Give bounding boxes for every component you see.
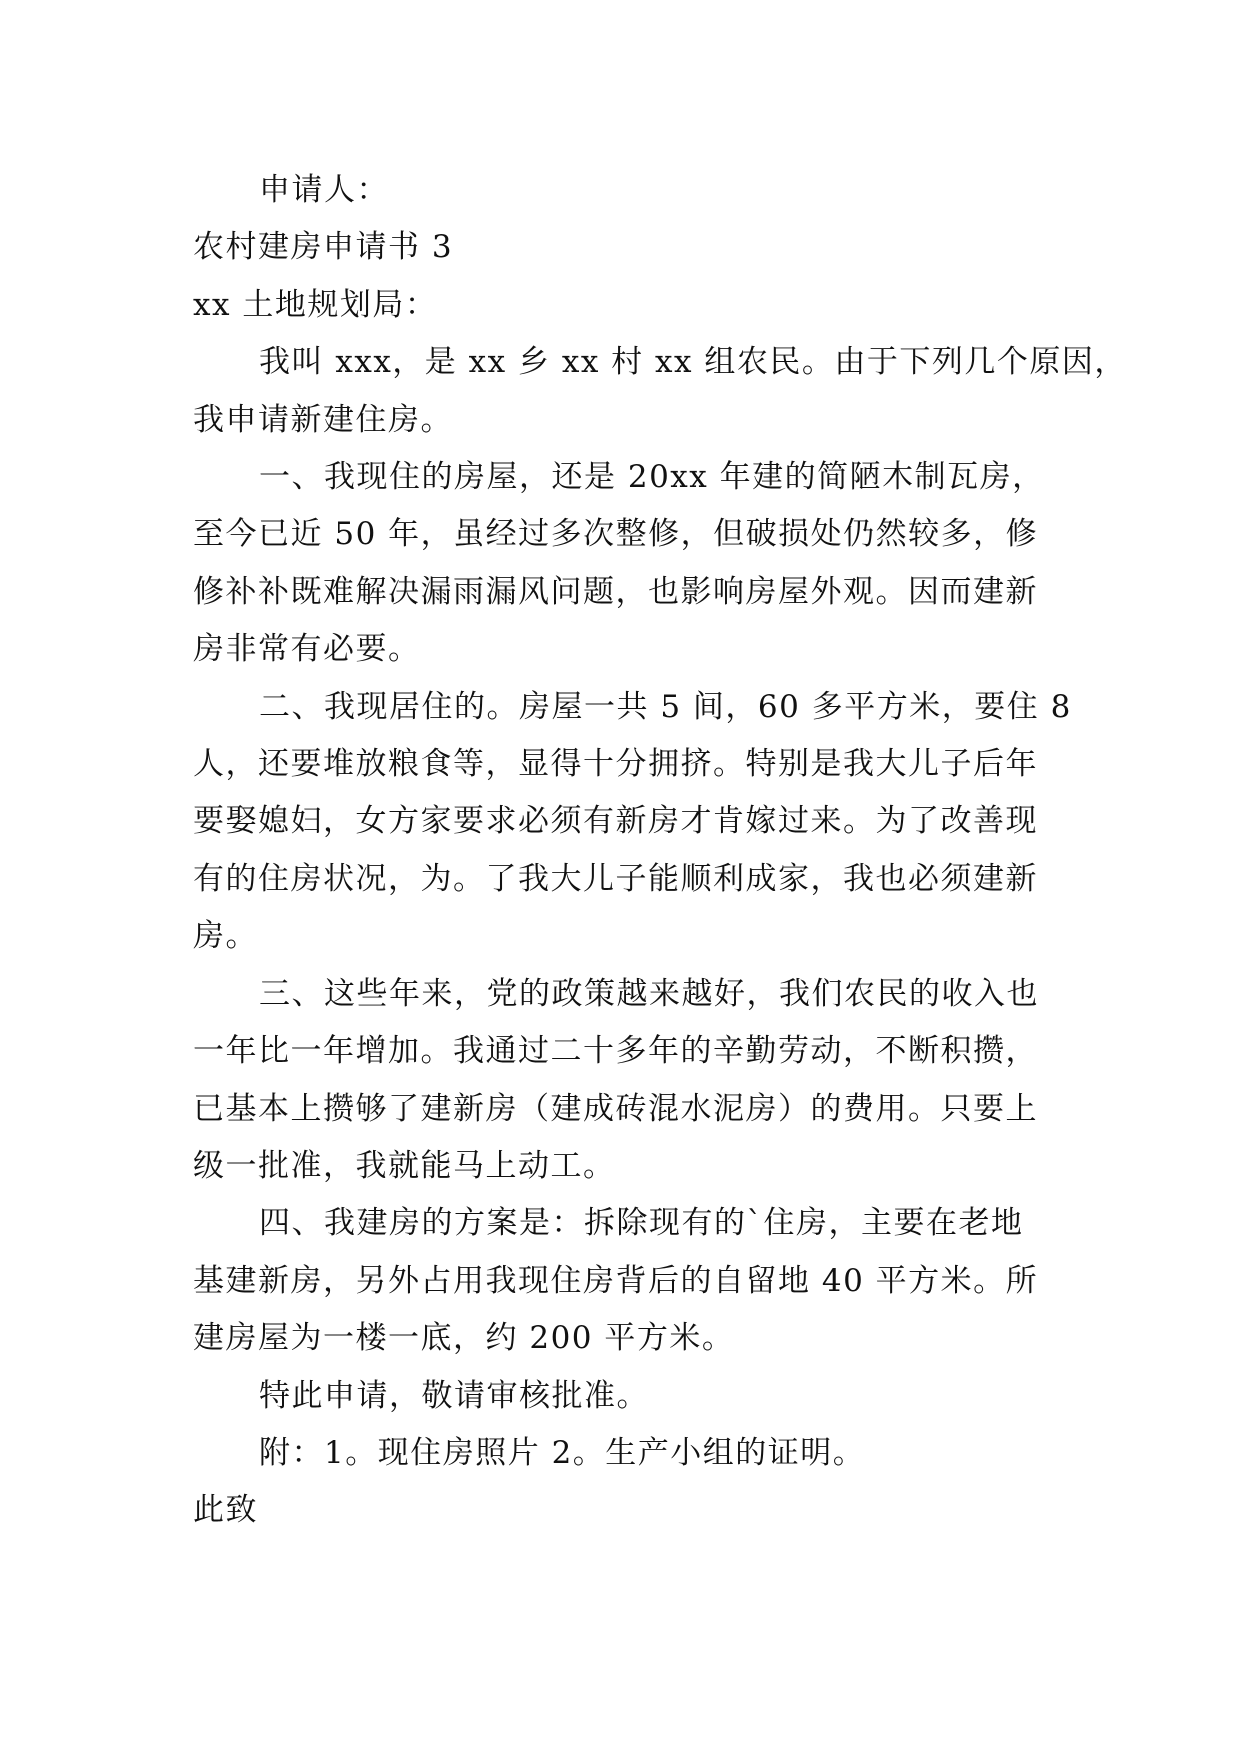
paragraph-reason-three <box>193 966 1053 1196</box>
paragraph-line: 已基本上攒够了建新房（建成砖混水泥房）的费用。只要上 <box>193 1090 1038 1127</box>
paragraph-line: 建房屋为一楼一底，约 200 平方米。 <box>193 1320 735 1357</box>
paragraph-line: 三、这些年来，党的政策越来越好，我们农民的收入也 <box>259 975 1039 1012</box>
paragraph-line: 我申请新建住房。 <box>193 401 453 438</box>
paragraph-line: 有的住房状况，为。了我大儿子能顺利成家，我也必须建新 <box>193 860 1038 897</box>
paragraph-line: 房非常有必要。 <box>193 631 421 668</box>
attachment-line: 附：1。现住房照片 2。生产小组的证明。 <box>259 1434 866 1471</box>
document-title: 农村建房申请书 3 <box>193 229 454 266</box>
paragraph-line: 我叫 xxx，是 xx 乡 xx 村 xx 组农民。由于下列几个原因， <box>259 344 1127 381</box>
request-line: 特此申请，敬请审核批准。 <box>259 1377 649 1414</box>
paragraph-line: 一年比一年增加。我通过二十多年的辛勤劳动，不断积攒， <box>193 1033 1038 1070</box>
closing-line: 此致 <box>193 1492 258 1529</box>
document-body <box>193 162 1127 1540</box>
paragraph-reason-two <box>193 679 1072 966</box>
paragraph-intro <box>193 334 1127 449</box>
paragraph-line: 人，还要堆放粮食等，显得十分拥挤。特别是我大儿子后年 <box>193 746 1038 783</box>
paragraph-line: 二、我现居住的。房屋一共 5 间，60 多平方米，要住 8 <box>259 688 1072 725</box>
paragraph-reason-one <box>193 449 1053 679</box>
paragraph-line: 级一批准，我就能马上动工。 <box>193 1147 616 1184</box>
paragraph-line: 至今已近 50 年，虽经过多次整修，但破损处仍然较多，修 <box>193 516 1039 553</box>
paragraph-line: 要娶媳妇，女方家要求必须有新房才肯嫁过来。为了改善现 <box>193 803 1038 840</box>
applicant-signature-label: 申请人： <box>259 172 389 208</box>
paragraph-line: 一、我现住的房屋，还是 20xx 年建的简陋木制瓦房， <box>259 459 1045 496</box>
paragraph-line: 基建新房，另外占用我现住房背后的自留地 40 平方米。所 <box>193 1262 1039 1299</box>
recipient-line: xx 土地规划局： <box>193 286 438 323</box>
paragraph-line: 四、我建房的方案是：拆除现有的`住房，主要在老地 <box>259 1205 1024 1242</box>
paragraph-building-plan <box>193 1195 1053 1367</box>
paragraph-line: 修补补既难解决漏雨漏风问题，也影响房屋外观。因而建新 <box>193 573 1038 610</box>
paragraph-line: 房。 <box>193 918 258 955</box>
